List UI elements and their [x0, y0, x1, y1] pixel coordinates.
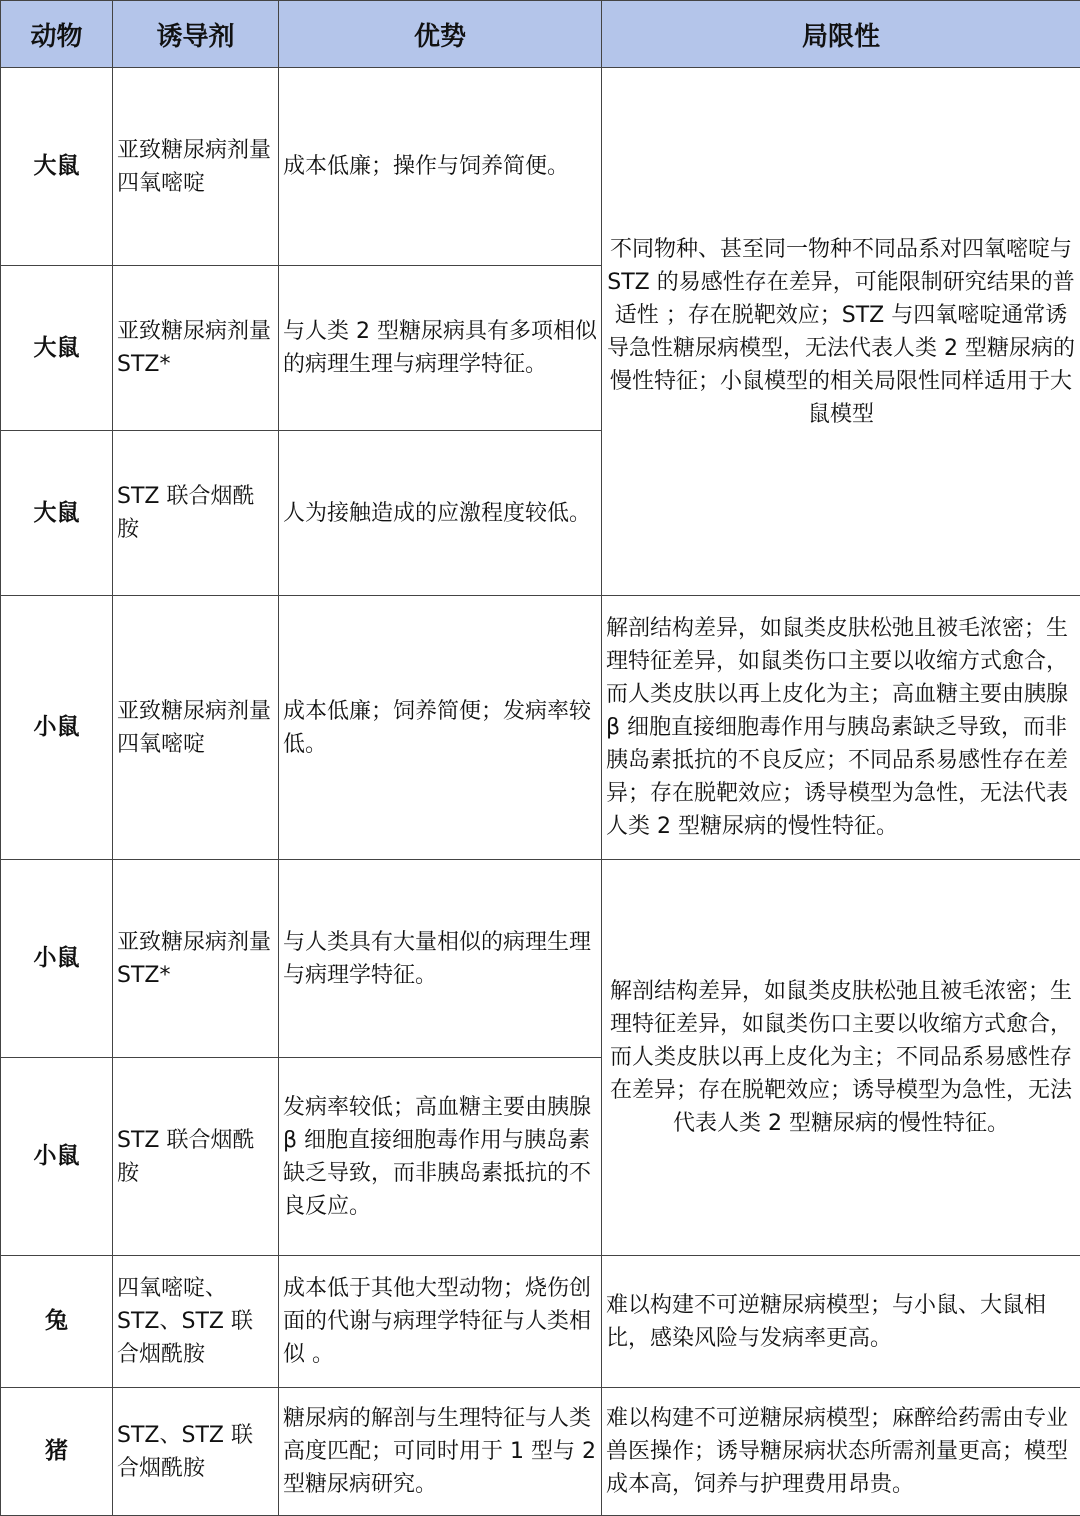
advantage-cell: 成本低廉；饲养简便；发病率较低。: [279, 596, 602, 860]
inducer-cell: 四氧嘧啶、STZ、STZ 联合烟酰胺: [113, 1256, 279, 1388]
animal-cell: 兔: [1, 1256, 113, 1388]
inducer-cell: STZ、STZ 联合烟酰胺: [113, 1388, 279, 1516]
table-row: [1, 596, 1080, 860]
limitation-cell: 解剖结构差异，如鼠类皮肤松弛且被毛浓密；生理特征差异，如鼠类伤口主要以收缩方式愈合，而人类皮肤以再上皮化为主；高血糖主要由胰腺 β 细胞直接细胞毒作用与胰岛素缺乏导致，而非胰岛素抵抗的不良反应；不同品系易感性存在差异；存在脱靶效应；诱导模型为急性，无法代表人类 2 型糖尿病的慢性特征。: [602, 596, 1080, 860]
inducer-cell: 亚致糖尿病剂量四氧嘧啶: [113, 596, 279, 860]
limitation-cell: 难以构建不可逆糖尿病模型；麻醉给药需由专业兽医操作；诱导糖尿病状态所需剂量更高；模型成本高，饲养与护理费用昂贵。: [602, 1388, 1080, 1516]
advantage-cell: 发病率较低；高血糖主要由胰腺 β 细胞直接细胞毒作用与胰岛素缺乏导致，而非胰岛素抵抗的不良反应。: [279, 1058, 602, 1256]
table-row: [1, 1256, 1080, 1388]
animal-cell: 猪: [1, 1388, 113, 1516]
animal-cell: 小鼠: [1, 596, 113, 860]
advantage-cell: 与人类具有大量相似的病理生理与病理学特征。: [279, 860, 602, 1058]
header-limitation: 局限性: [602, 1, 1080, 68]
limitation-cell-rat: 不同物种、甚至同一物种不同品系对四氧嘧啶与 STZ 的易感性存在差异，可能限制研究结果的普适性 ；存在脱靶效应；STZ 与四氧嘧啶通常诱导急性糖尿病模型，无法代表人类 2 型糖尿病的慢性特征；小鼠模型的相关局限性同样适用于大鼠模型: [602, 68, 1080, 596]
table-row: [1, 1388, 1080, 1516]
inducer-cell: 亚致糖尿病剂量 STZ*: [113, 266, 279, 431]
header-animal: 动物: [1, 1, 113, 68]
table-row: [1, 860, 1080, 1058]
header-inducer: 诱导剂: [113, 1, 279, 68]
animal-cell: 大鼠: [1, 266, 113, 431]
table-row: [1, 68, 1080, 266]
limitation-cell: 难以构建不可逆糖尿病模型；与小鼠、大鼠相比，感染风险与发病率更高。: [602, 1256, 1080, 1388]
advantage-cell: 成本低廉；操作与饲养简便。: [279, 68, 602, 266]
advantage-cell: 与人类 2 型糖尿病具有多项相似的病理生理与病理学特征。: [279, 266, 602, 431]
advantage-cell: 人为接触造成的应激程度较低。: [279, 431, 602, 596]
animal-cell: 小鼠: [1, 860, 113, 1058]
inducer-cell: STZ 联合烟酰胺: [113, 431, 279, 596]
inducer-cell: 亚致糖尿病剂量 STZ*: [113, 860, 279, 1058]
inducer-cell: STZ 联合烟酰胺: [113, 1058, 279, 1256]
header-advantage: 优势: [279, 1, 602, 68]
animal-cell: 小鼠: [1, 1058, 113, 1256]
animal-cell: 大鼠: [1, 431, 113, 596]
inducer-cell: 亚致糖尿病剂量四氧嘧啶: [113, 68, 279, 266]
advantage-cell: 成本低于其他大型动物；烧伤创面的代谢与病理学特征与人类相似 。: [279, 1256, 602, 1388]
advantage-cell: 糖尿病的解剖与生理特征与人类高度匹配；可同时用于 1 型与 2 型糖尿病研究。: [279, 1388, 602, 1516]
limitation-cell-mouse: 解剖结构差异，如鼠类皮肤松弛且被毛浓密；生理特征差异，如鼠类伤口主要以收缩方式愈合，而人类皮肤以再上皮化为主；不同品系易感性存在差异；存在脱靶效应；诱导模型为急性，无法代表人类 2 型糖尿病的慢性特征。: [602, 860, 1080, 1256]
header-row: [1, 1, 1080, 68]
animal-cell: 大鼠: [1, 68, 113, 266]
